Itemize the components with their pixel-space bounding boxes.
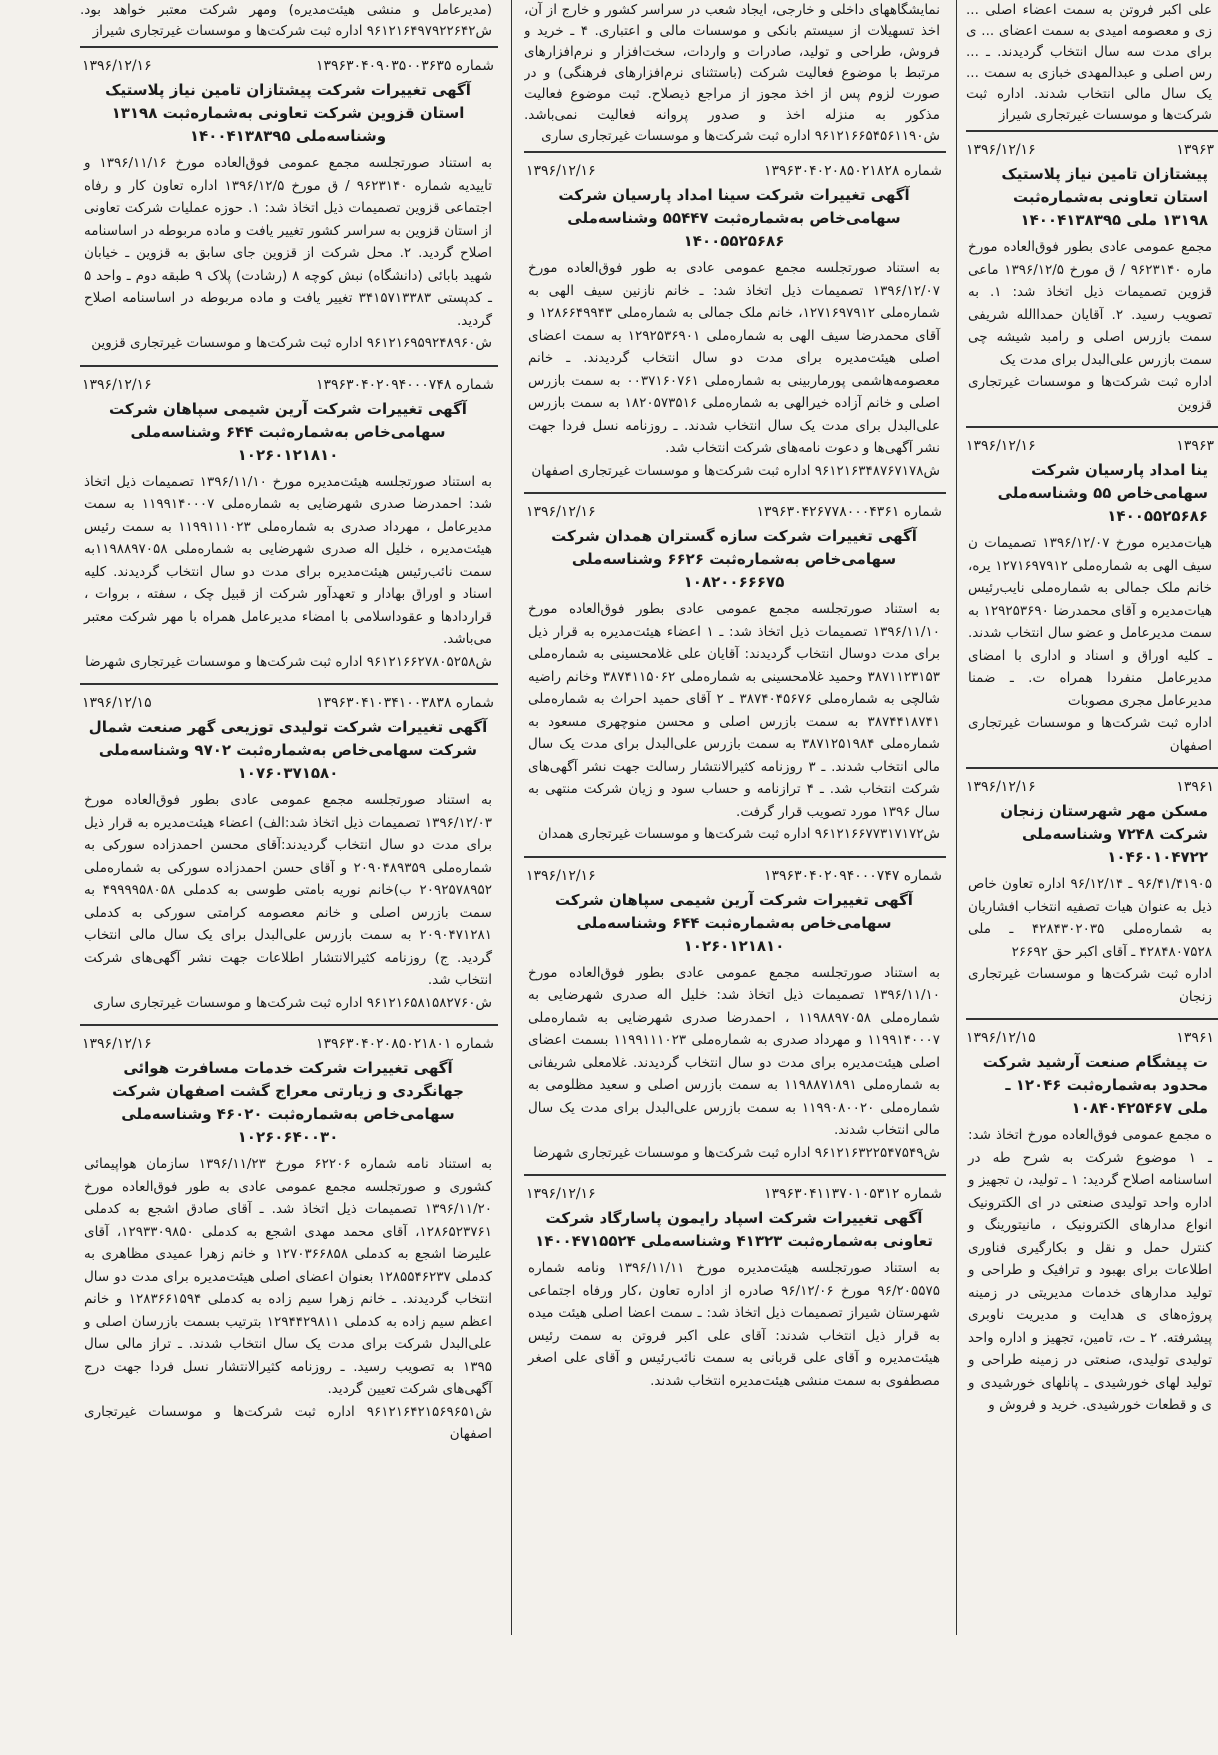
column-lead-text: نمایشگاههای داخلی و خارجی، ایجاد شعب در سراسر کشور و خارج از آن، اخذ تسهیلات از سیستم بانکی و موسسات مالی و اعتباری. ۴ ـ خرید و فروش، طراحی و تولید، صادرات و واردات، سخت‌افزار و نرم‌افزارهای مرتبط با موضوع فعالیت شرکت (باستثنای نرم‌افزارهای فرهنگی) و در صورت لزوم پس از اخذ مجوز از مراجع ذیصلاح. ثبت موضوع فعالیت مذکور به منزله اخذ و صدور پروانه فعالیت نمی‌باشد. ش۹۶۱۲۱۶۶۵۴۵۶۱۱۹۰ اداره ثبت شرکت‌ها و موسسات غیرتجاری ساری: [524, 2, 940, 144]
notice-number: شماره ۱۳۹۶۳۰۴۰۲۰۸۵۰۲۱۸۰۱: [316, 1036, 494, 1052]
notice-title: آگهی تغییرات شرکت آرین شیمی سپاهان شرکت سهامی‌خاص به‌شماره‌ثبت ۶۴۴ وشناسه‌ملی ۱۰۲۶۰۱۲۱۸۱۰: [555, 890, 913, 955]
notice-ad: [80, 683, 498, 1024]
notice-number: شماره ۱۳۹۶۳۰۴۰۲۰۸۵۰۲۱۸۲۸: [764, 163, 942, 179]
notice-ad: [966, 426, 1218, 767]
notice-body: هیات‌مدیره مورخ ۱۳۹۶/۱۲/۰۷ تصمیمات ن سیف الهی به شماره‌ملی ۱۲۷۱۶۹۷۹۱۲ یره، خانم ملک جمالی به شماره‌ملی نایب‌رئیس هیات‌مدیره و آقای محمدرضا ۱۲۹۲۵۳۶۹۰ به سمت مدیرعامل و عضو سال انتخاب شدند. ـ کلیه اوراق و اسناد و اداری با امضای مدیرعامل منفردا همراه ت. ـ ضمنا مدیرعامل مجری مصوبات: [968, 535, 1212, 709]
notice-source: ش۹۶۱۲۱۶۳۴۸۷۶۷۱۷۸ اداره ثبت شرکت‌ها و موسسات غیرتجاری اصفهان: [531, 462, 940, 479]
notice-date: ۱۳۹۶/۱۲/۱۵: [966, 1030, 1036, 1046]
notice-date: ۱۳۹۶/۱۲/۱۶: [82, 1036, 152, 1052]
notice-title: مسکن مهر شهرستان زنجان شرکت ۷۲۴۸ وشناسه‌ملی ۱۰۴۶۰۱۰۴۷۲۲: [1000, 802, 1208, 866]
notice-date: ۱۳۹۶/۱۲/۱۶: [526, 1186, 596, 1202]
notice-date: ۱۳۹۶/۱۲/۱۶: [526, 867, 596, 884]
notice-source: ش۹۶۱۲۱۶۶۲۷۸۰۵۲۵۸ اداره ثبت شرکت‌ها و موسسات غیرتجاری شهرضا: [85, 653, 492, 670]
column-divider: [956, 0, 957, 1635]
notice-date: ۱۳۹۶/۱۲/۱۶: [82, 376, 152, 393]
notice-number: شماره ۱۳۹۶۳۰۴۰۲۰۹۴۰۰۰۷۴۷: [764, 867, 942, 884]
notice-title: آگهی تغییرات شرکت خدمات مسافرت هوائی جهانگردی و زیارتی معراج گشت اصفهان شرکت سهامی‌خاص به‌شماره‌ثبت ۴۶۰۲۰ وشناسه‌ملی ۱۰۲۶۰۶۴۰۰۳۰: [112, 1059, 464, 1146]
notice-title: آگهی تغییرات شرکت سینا امداد پارسیان شرکت سهامی‌خاص به‌شماره‌ثبت ۵۵۴۴۷ وشناسه‌ملی ۱۴۰۰۵۵۲۵۶۸۶: [558, 186, 910, 250]
notice-number: شماره ۱۳۹۶۳۰۴۱۰۳۴۱۰۰۳۸۳۸: [316, 695, 494, 711]
notice-body: به استناد نامه شماره ۶۲۲۰۶ مورخ ۱۳۹۶/۱۱/۲۳ سازمان هواپیمائی کشوری و صورتجلسه مجمع عمومی عادی به طور فوق‌العاده مورخ ۱۳۹۶/۱۱/۲۰ تصمیمات ذیل اتخاذ شد. ـ آقای صادق اشجع به کدملی ۱۲۸۶۵۲۳۷۶۱، آقای محمد مهدی اشجع به کدملی ۱۲۹۳۳۰۹۸۵۰، آقای علیرضا اشجع به کدملی ۱۲۷۰۳۶۶۸۵۸ و خانم زهرا عمیدی مظاهری به کدملی ۱۲۸۵۵۴۶۲۳۷ بعنوان اعضای اصلی هیئت‌مدیره برای مدت دو سال انتخاب گردیدند. ـ خانم زهرا سیم زاده به کدملی ۱۲۸۳۶۶۱۵۹۴ و خانم اعظم سیم زاده به کدملی ۱۲۹۴۴۲۹۸۱۱ بترتیب بسمت بازرسان اصلی و علی‌البدل شرکت برای مدت یک سال انتخاب شدند. ـ تراز مالی سال ۱۳۹۵ به تصویب رسید. ـ روزنامه کثیرالانتشار نسل فردا جهت درج آگهی‌های شرکت تعیین گردید.: [84, 1156, 493, 1397]
notice-number: شماره ۱۳۹۶۳۰۴۱۱۳۷۰۱۰۵۳۱۲: [764, 1186, 942, 1202]
notice-title: آگهی تغییرات شرکت سازه گستران همدان شرکت سهامی‌خاص به‌شماره‌ثبت ۶۶۲۶ وشناسه‌ملی ۱۰۸۲۰۰۶۶۶۷۵: [551, 527, 917, 591]
notice-body: به استناد صورتجلسه هیئت‌مدیره مورخ ۱۳۹۶/۱۱/۱۱ ونامه شماره ۹۶/۲۰۵۵۷۵ مورخ ۹۶/۱۲/۰۶ صادره از اداره تعاون ،کار ورفاه اجتماعی شهرستان شیراز تصمیمات ذیل اتخاذ شد: ـ سمت اعضا اصلی هیئت میده به قرار ذیل انتخاب شدند: آقای علی اکبر فروتن به سمت رئیس هیئت‌مدیره و آقای علی قربانی به سمت نائب‌رئیس و آقای علی اصغر مصطفوی به سمت منشی هیئت‌مدیره انتخاب شدند.: [528, 1260, 940, 1389]
column-lead-text: (مدیرعامل و منشی هیئت‌مدیره) ومهر شرکت معتبر خواهد بود. ش۹۶۱۲۱۶۴۹۷۹۲۲۶۴۲ اداره ثبت شرکت‌ها و موسسات غیرتجاری شیراز: [80, 2, 492, 39]
notice-title: آگهی تغییرات شرکت اسپاد رایمون پاسارگاد شرکت تعاونی به‌شماره‌ثبت ۴۱۳۲۳ وشناسه‌ملی ۱۴۰۰۴۷۱۵۵۲۴: [535, 1209, 933, 1250]
notice-title: ت پیشگام صنعت آرشید شرکت محدود به‌شماره‌ثبت ۱۲۰۴۶ ـ ملی ۱۰۸۴۰۴۲۵۴۶۷: [982, 1053, 1208, 1117]
notice-ad: [524, 151, 946, 492]
notice-source: اداره ثبت شرکت‌ها و موسسات غیرتجاری قزوین: [968, 374, 1212, 413]
notice-ad: [966, 130, 1218, 426]
notice-body: به استناد صورتجلسه مجمع عمومی عادی بطور فوق‌العاده مورخ ۱۳۹۶/۱۱/۱۰ تصمیمات ذیل اتخاذ شد: خلیل اله صدری شهرضایی به شماره‌ملی ۱۱۹۸۸۹۷۰۵۸ ، احمدرضا صدری شهرضایی به شماره‌ملی ۱۱۹۹۱۴۰۰۰۷ و مهرداد صدری به شماره‌ملی ۱۱۹۹۱۱۱۰۲۳ بسمت اعضای اصلی هیئت‌مدیره برای مدت دو سال انتخاب گردیدند. غلامعلی شریفانی به شماره‌ملی ۱۱۹۸۸۷۱۸۹۱ به سمت بازرس اصلی و سعید مظلومی به شماره‌ملی ۱۱۹۹۰۸۰۰۲۰ به سمت بازرس علی‌البدل برای مدت یک سال مالی انتخاب شدند.: [528, 964, 940, 1138]
notice-number: ۱۳۹۶۱: [1176, 779, 1214, 795]
notice-ad: [80, 46, 498, 365]
notice-title: آگهی تغییرات شرکت تولیدی توزیعی گهر صنعت شمال شرکت سهامی‌خاص به‌شماره‌ثبت ۹۷۰۲ وشناسه‌ملی ۱۰۷۶۰۳۷۱۵۸۰: [88, 718, 488, 782]
notice-number: شماره ۱۳۹۶۳۰۴۲۶۷۷۸۰۰۰۴۳۶۱: [756, 504, 942, 520]
notice-source: ش۹۶۱۲۱۶۹۵۹۲۴۸۹۶۰ اداره ثبت شرکت‌ها و موسسات غیرتجاری قزوین: [91, 335, 492, 351]
notice-source: اداره ثبت شرکت‌ها و موسسات غیرتجاری اصفهان: [968, 715, 1212, 754]
notice-ad: [966, 1018, 1218, 1427]
notice-source: ش۹۶۱۲۱۶۴۲۱۵۶۹۶۵۱ اداره ثبت شرکت‌ها و موسسات غیرتجاری اصفهان: [84, 1403, 492, 1442]
notice-ad: [80, 365, 498, 684]
notice-body: به استناد صورتجلسه مجمع عمومی عادی بطور فوق‌العاده مورخ ۱۳۹۶/۱۲/۰۳ تصمیمات ذیل اتخاذ شد:الف) اعضاء هیئت‌مدیره به قرار ذیل برای مدت دو سال انتخاب گردیدند:آقای محسن احمدزاده سورکی به شماره‌ملی ۲۰۹۰۴۸۹۳۵۹ و آقای حسن احمدزاده سورکی به شماره‌ملی ۲۰۹۲۵۷۸۹۵۲ ب)خانم نوریه بامتی طوسی به کدملی ۴۹۹۹۹۵۸۰۵۸ به سمت بازرس اصلی و خانم معصومه کرامتی سورکی به کدملی ۲۰۹۰۴۷۱۲۸۱ به سمت بازرس علی‌البدل برای یک سال مالی انتخاب گردید. ج) روزنامه کثیرالانتشار اطلاعات جهت نشر آگهی‌های شرکت انتخاب شد.: [84, 792, 492, 988]
notice-date: ۱۳۹۶/۱۲/۱۶: [526, 504, 596, 520]
notice-number: شماره ۱۳۹۶۳۰۴۰۲۰۹۴۰۰۰۷۴۸: [316, 376, 494, 393]
notice-number: ۱۳۹۶۱: [1176, 1030, 1214, 1046]
notice-date: ۱۳۹۶/۱۲/۱۶: [82, 58, 152, 74]
notice-ad: [524, 856, 946, 1175]
notice-title: آگهی تغییرات شرکت آرین شیمی سپاهان شرکت سهامی‌خاص به‌شماره‌ثبت ۶۴۴ وشناسه‌ملی ۱۰۲۶۰۱۲۱۸۱۰: [109, 399, 467, 464]
notice-ad: [524, 1174, 946, 1402]
column-middle: [524, 0, 946, 1640]
notice-body: ۹۶/۴۱/۴۱۹۰۵ ـ ۹۶/۱۲/۱۴ اداره تعاون خاص ذیل به عنوان هیات تصفیه انتخاب افشاریان به شماره‌ملی ۴۲۸۴۳۰۲۰۳۵ ـ ملی ۴۲۸۴۸۰۷۵۲۸ ـ آقای اکبر حق ۲۶۶۹۲: [968, 876, 1213, 960]
column-left: [80, 0, 498, 1640]
column-divider: [511, 0, 512, 1635]
notice-title: ینا امداد پارسیان شرکت سهامی‌خاص ۵۵ وشناسه‌ملی ۱۴۰۰۵۵۲۵۶۸۶: [997, 461, 1208, 525]
notice-source: ش۹۶۱۲۱۶۳۲۲۵۴۷۵۴۹ اداره ثبت شرکت‌ها و موسسات غیرتجاری شهرضا: [533, 1144, 940, 1161]
notice-date: ۱۳۹۶/۱۲/۱۶: [966, 142, 1036, 158]
notice-ad: [524, 492, 946, 856]
notice-body: به استناد صورتجلسه مجمع عمومی فوق‌العاده مورخ ۱۳۹۶/۱۱/۱۶ و تاییدیه شماره ۹۶۲۳۱۴۰ / ق مورخ ۱۳۹۶/۱۲/۵ اداره تعاون کار و رفاه اجتماعی قزوین تصمیمات ذیل اتخاذ شد: ۱. حوزه عملیات شرکت تعاونی از استان قزوین به سراسر کشور تغییر یافت و ماده مربوطه در اساسنامه اصلاح گردید. ۲. محل شرکت از قزوین جای سابق به قزوین ـ خیابان شهید بابائی (دانشگاه) نبش کوچه ۸ (رشادت) پلاک ۹ طبقه دوم ـ واحد ۵ ـ کدپستی ۳۴۱۵۷۱۳۳۸۳ تغییر یافت و ماده مربوطه در اساسنامه اصلاح گردید.: [84, 155, 493, 329]
notice-date: ۱۳۹۶/۱۲/۱۶: [526, 163, 596, 179]
notice-source: ش۹۶۱۲۱۶۵۸۱۵۸۲۷۶۰ اداره ثبت شرکت‌ها و موسسات غیرتجاری ساری: [93, 994, 492, 1011]
notice-body: به استناد صورتجلسه مجمع عمومی عادی بطور فوق‌العاده مورخ ۱۳۹۶/۱۱/۱۰ تصمیمات ذیل اتخاذ شد: ـ ۱ اعضاء هیئت‌مدیره به قرار ذیل برای مدت دوسال انتخاب گردیدند: آقایان علی غلامحسینی به شماره‌ملی ۳۸۷۱۱۲۳۱۵۳ وحمید غلامحسینی به شماره‌ملی ۳۸۷۴۱۱۵۰۶۲ وخانم راضیه شالچی به شماره‌ملی ۳۸۷۴۰۴۵۶۷۶ ـ ۲ آقای حمید احراث به شماره‌ملی ۳۸۷۴۴۱۸۷۴۱ به سمت بازرس اصلی و محسن منوچهری مسعود به شماره‌ملی ۳۸۷۱۲۵۱۹۸۴ به سمت بازرس علی‌البدل برای مدت یک سال مالی انتخاب شدند. ـ ۳ روزنامه کثیرالانتشار رسالت جهت نشر آگهی‌های شرکت انتخاب شد. ـ ۴ ترازنامه و حساب سود و زیان شرکت منتهی به سال ۱۳۹۶ مورد تصویب قرار گرفت.: [528, 601, 941, 820]
notice-number: شماره ۱۳۹۶۳۰۴۰۹۰۳۵۰۰۳۶۳۵: [316, 58, 494, 74]
notice-body: مجمع عمومی عادی بطور فوق‌العاده مورخ ماره ۹۶۲۳۱۴۰ / ق مورخ ۱۳۹۶/۱۲/۵ ماعی قزوین تصمیمات ذیل اتخاذ شد: ۱. به تصویب رسید. ۲. آقایان حمداالله شریفی سمت بازرس اصلی و رامبد شیشه چی سمت بازرس علی‌البدل برای مدت یک: [968, 239, 1213, 368]
notice-body: به استناد صورتجلسه مجمع عمومی عادی به طور فوق‌العاده مورخ ۱۳۹۶/۱۲/۰۷ تصمیمات ذیل اتخاذ شد: ـ خانم نازنین سیف الهی به شماره‌ملی ۱۲۷۱۶۹۷۹۱۲، خانم ملک جمالی به شماره‌ملی ۱۲۸۶۶۴۹۹۴۳ و آقای محمدرضا سیف الهی به شماره‌ملی ۱۲۹۲۵۳۶۹۰۱ به سمت اعضای اصلی هیئت‌مدیره برای مدت دو سال انتخاب گردیدند. ـ خانم معصومه‌هاشمی پورماربینی به شماره‌ملی ۰۰۳۷۱۶۰۷۶۱ به سمت بازرس اصلی و خانم آزاده خیرالهی به شماره‌ملی ۱۸۲۰۵۷۳۵۱۶ به سمت بازرس علی‌البدل برای مدت یک سال انتخاب شدند. ـ روزنامه نسل فردا جهت نشر آگهی‌ها و دعوت نامه‌های شرکت انتخاب شد.: [528, 260, 940, 456]
notice-source: اداره ثبت شرکت‌ها و موسسات غیرتجاری زنجان: [968, 966, 1212, 1005]
notice-ad: [966, 767, 1218, 1018]
notice-body: به استناد صورتجلسه هیئت‌مدیره مورخ ۱۳۹۶/۱۱/۱۰ تصمیمات ذیل اتخاذ شد: احمدرضا صدری شهرضایی به شماره‌ملی ۱۱۹۹۱۴۰۰۰۷ به سمت مدیرعامل ، مهرداد صدری به شماره‌ملی ۱۱۹۹۱۱۱۰۲۳ به سمت رئیس هیئت‌مدیره ، خلیل اله صدری شهرضایی به شماره‌ملی ۱۱۹۸۸۹۷۰۵۸به سمت نائب‌رئیس هیئت‌مدیره برای مدت دو سال انتخاب گردیدند. کلیه اسناد و اوراق بهادار و تعهدآور شرکت از قبیل چک ، سفته ، بروات ، قراردادها و عقوداسلامی با امضاء مدیرعامل همراه با مهر شرکت معتبر می‌باشد.: [84, 473, 493, 647]
notice-ad: [80, 1024, 498, 1456]
notice-number: ۱۳۹۶۳: [1176, 438, 1214, 454]
notice-number: ۱۳۹۶۳: [1176, 142, 1214, 158]
notice-source: ش۹۶۱۲۱۶۶۷۷۳۱۷۱۷۲ اداره ثبت شرکت‌ها و موسسات غیرتجاری همدان: [538, 826, 940, 842]
notice-date: ۱۳۹۶/۱۲/۱۶: [966, 438, 1036, 454]
column-lead-text: علی اکبر فروتن به سمت اعضاء اصلی ... زی و معصومه امیدی به سمت اعضای ... ی برای مدت سه سال انتخاب گردیدند. ـ ... رس اصلی و عبدالمهدی خبازی به سمت ... یک سال مالی انتخاب شدند. اداره ثبت شرکت‌ها و موسسات غیرتجاری شیراز: [966, 2, 1212, 123]
notice-title: آگهی تغییرات شرکت پیشتازان تامین نیاز پلاستیک استان قزوین شرکت تعاونی به‌شماره‌ثبت ۱۳۱۹۸ وشناسه‌ملی ۱۴۰۰۴۱۳۸۳۹۵: [105, 81, 471, 145]
notice-title: پیشتازان تامین نیاز پلاستیک استان تعاونی به‌شماره‌ثبت ۱۳۱۹۸ ملی ۱۴۰۰۴۱۳۸۳۹۵: [1001, 165, 1208, 229]
column-right-cropped: [966, 0, 1218, 1640]
notice-date: ۱۳۹۶/۱۲/۱۶: [966, 779, 1036, 795]
notice-body: ه مجمع عمومی فوق‌العاده مورخ اتخاذ شد: ـ ۱ موضوع شرکت به شرح طه در اساسنامه اصلاح گردید: ۱ ـ تولید، ن تجهیز و اداره واحد تولیدی صنعتی در ای الکترونیک انواع مدارهای الکترونیک ، مانیتورینگ و کنترل حمل و نقل و بکارگیری فناوری اطلاعات برای بهبود و ترافیک و طراحی و تولید مدارهای خدمات مدیریتی در زمینه پروژه‌های ی هدایت و مدیریت ناوبری پیشرفته. ۲ ـ ت، تامین، تجهیز و اداره واحد تولیدی تولیدی، صنعتی در زمینه طراحی و تولید لهای خورشیدی ـ پانلهای خورشیدی و ی و قطعات خورشیدی. خرید و فروش و: [968, 1127, 1213, 1413]
notice-date: ۱۳۹۶/۱۲/۱۵: [82, 695, 152, 711]
